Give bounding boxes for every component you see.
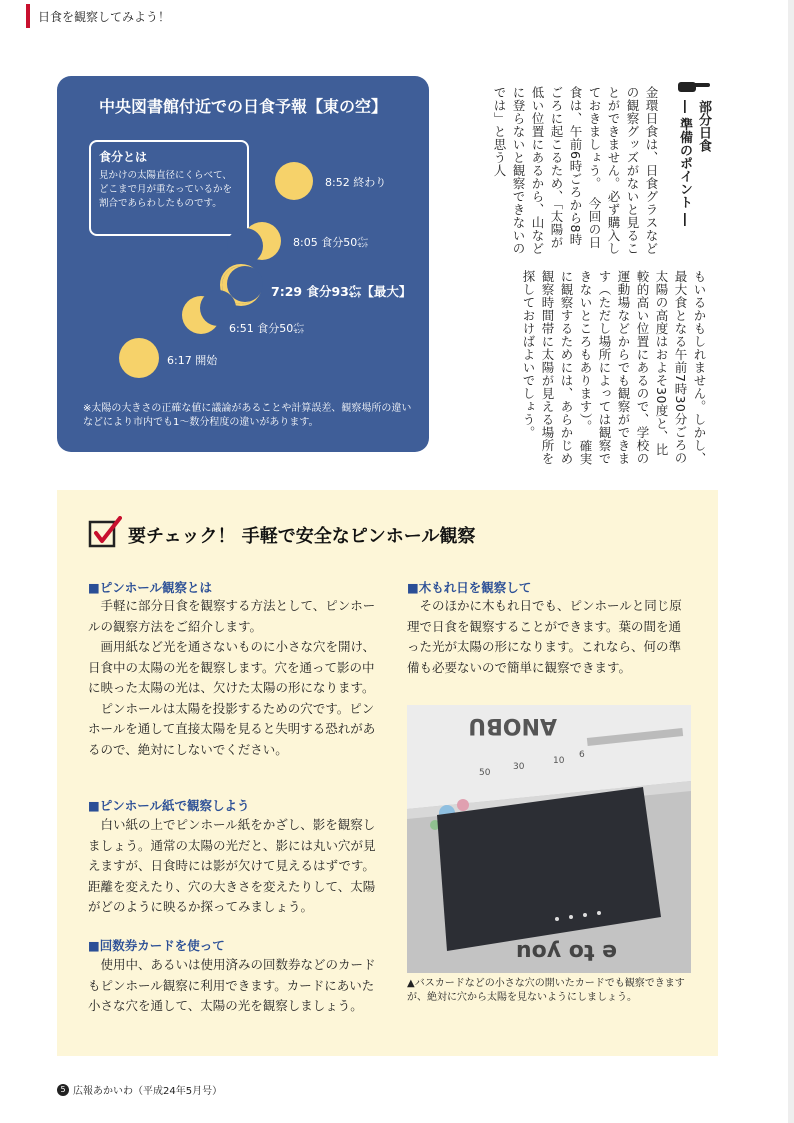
section-text-komorebi — [407, 596, 693, 678]
phase-label-805: 8:05 食分50㌫ — [293, 236, 369, 249]
section-title-card: ■回数券カードを使って — [88, 938, 225, 953]
page-header — [26, 4, 170, 28]
partial-heading-sub: ― 準備のポイント ― — [677, 100, 692, 227]
bus-card-photo — [407, 705, 691, 973]
paragraph: 使用中、あるいは使用済みの回数券などのカードもピンホール観察に利用できます。カードにあいた小さな穴を通して、太陽の光を観察しましょう。 — [88, 957, 376, 1013]
checkmark-box-icon — [88, 516, 122, 550]
partial-eclipse-text-col2: もいるかもしれません。しかし、最大食となる午前7時30分ごろの太陽の高度はおよそ30度と、比較的高い位置にあるので、学校の運動場などからでも観察ができます（ただし場所によっては観察できないところもあります）。 確実に観察するためには、あらかじめ観察時間帯に太陽が見える場所を探しておけばよいでしょう。 — [521, 270, 707, 466]
header-title: 日食を観察してみよう！ — [38, 9, 171, 24]
header-accent-bar — [26, 4, 30, 28]
section-text-card — [88, 955, 382, 1017]
page-footer — [57, 1082, 222, 1097]
section-text-pinhole-paper — [88, 815, 382, 918]
definition-title: 食分とは — [99, 150, 148, 164]
phase-label-651: 6:51 食分50㌫ — [229, 322, 305, 335]
paragraph: 白い紙の上でピンホール紙をかざし、影を観察しましょう。通常の太陽の光だと、影には丸い穴が見えますが、日食時には影が欠けて見えるはずです。距離を変えたり、穴の大きさを変えたりして、太陽がどのように映るか探ってみましょう。 — [88, 817, 376, 914]
photo-scale-50: 50 — [479, 768, 491, 778]
photo-scale-6: 6 — [579, 750, 585, 760]
section-text-pinhole — [88, 596, 382, 760]
section-title-pinhole-paper: ■ピンホール紙で観察しよう — [88, 798, 250, 813]
sun-phase-start — [119, 338, 159, 378]
phase-label-start: 6:17 開始 — [167, 354, 218, 367]
photo-scale-30: 30 — [513, 762, 525, 772]
paragraph: ピンホールは太陽を投影するための穴です。ピンホールを通して直接太陽を見ると失明する恐れがあるので、絶対にしないでください。 — [88, 700, 376, 757]
sun-phase-end — [275, 162, 313, 200]
moon-shadow-805 — [227, 228, 263, 264]
partial-heading-main: 部分日食 — [696, 100, 711, 152]
partial-eclipse-text-col1: 金環日食は、日食グラスなどの観察グッズがないと見ることができません。必ず購入しておきましょう。 今回の日食は、午前6時ごろから8時ごろに起こるため、「太陽が低い位置にあるから、山などに登らないと観察できないのでは」と思う人 — [492, 86, 659, 255]
phase-label-max: 7:29 食分93㌫【最大】 — [271, 284, 412, 299]
forecast-note: ※太陽の大きさの正確な値に議論があることや計算誤差、観察場所の違いなどにより市内でも1〜数分程度の違いがあります。 — [83, 403, 412, 428]
paragraph: 画用紙など光を通さないものに小さな穴を開け、日食中の太陽の光を観察します。穴を通って影の中に映った太陽の光は、欠けた太陽の形になります。 — [88, 639, 376, 695]
pointing-hand-icon — [678, 78, 710, 94]
section-title-komorebi: ■木もれ日を観察して — [407, 580, 532, 595]
forecast-title: 中央図書館付近での日食予報【東の空】 — [98, 97, 387, 116]
publication-name: 広報あかいわ（平成24年5月号） — [73, 1086, 223, 1097]
paragraph: 手軽に部分日食を観察する方法として、ピンホールの観察方法をご紹介します。 — [88, 598, 376, 634]
page-number: 5 — [57, 1084, 69, 1096]
photo-brand-text: ANOBU — [468, 713, 557, 738]
definition-box — [89, 140, 249, 236]
pinhole-title: 要チェック！ 手軽で安全なピンホール観察 — [128, 526, 476, 547]
paragraph: そのほかに木もれ日でも、ピンホールと同じ原理で日食を観察することができます。葉の間を通った光が太陽の形になります。これなら、何の準備も必要ないので簡単に観察できます。 — [407, 598, 682, 675]
photo-bottom-text: e to you — [516, 939, 617, 964]
page-edge — [788, 0, 794, 1123]
pinhole-section — [57, 490, 718, 1056]
phase-label-end: 8:52 終わり — [325, 176, 387, 189]
section-title-pinhole: ■ピンホール観察とは — [88, 580, 213, 595]
photo-illustration — [407, 705, 691, 973]
definition-text: 見かけの太陽直径にくらべて、どこまで月が重なっているかを割合であらわしたものです。 — [99, 170, 233, 209]
photo-scale-10: 10 — [553, 756, 565, 766]
photo-caption: ▲バスカードなどの小さな穴の開いたカードでも観察できますが、絶対に穴から太陽を見ないようにしましょう。 — [407, 978, 685, 1003]
eclipse-forecast-panel — [57, 76, 429, 452]
